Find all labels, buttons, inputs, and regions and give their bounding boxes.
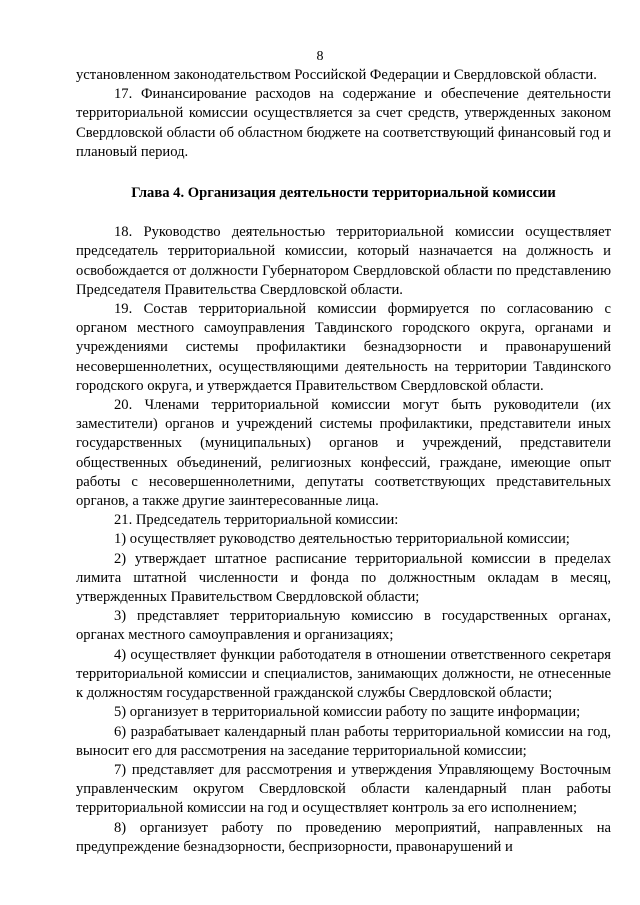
paragraph: 18. Руководство деятельностью территориальной комиссии осуществляет председатель территориальной комиссии, который назначается на должность и освобождается от должности Губернатором Свердловской области по представлению Председателя Правительства Свердловской области. [76,224,611,298]
list-item: 6) разрабатывает календарный план работы территориальной комиссии на год, выносит его для рассмотрения на заседание территориальной комиссии; [76,723,611,759]
page-number: 8 [316,49,324,64]
document-body [76,66,611,857]
paragraph: 21. Председатель территориальной комиссии: [114,512,399,529]
list-item: 8) организует работу по проведению мероприятий, направленных на предупреждение безнадзорности, беспризорности, правонарушений и [76,819,611,855]
paragraph: 19. Состав территориальной комиссии формируется по согласованию с органом местного самоуправления Тавдинского городского округа, органами и учреждениями системы профилактики безнадзорности и правонарушений несовершеннолетних, осуществляющими деятельность на территории Тавдинского городского округа, и утверждается Правительством Свердловской области. [76,301,611,394]
chapter-title: Глава 4. Организация деятельности территориальной комиссии [131,185,556,202]
list-item: 5) организует в территориальной комиссии работу по защите информации; [114,704,581,721]
paragraph: установленном законодательством Российской Федерации и Свердловской области. [76,67,597,83]
list-item: 2) утверждает штатное расписание территориальной комиссии в пределах лимита штатной численности и фонда по должностным окладам в месяц, утвержденных Правительством Свердловской области; [76,550,611,606]
paragraph: 20. Членами территориальной комиссии могут быть руководители (их заместители) органов и учреждений системы профилактики, представители иных государственных (муниципальных) органов и учреждений, представители общественных объединений, религиозных конфессий, граждане, имеющие опыт работы с несовершеннолетними, депутаты соответствующих представительных органов, а также другие заинтересованные лица. [76,397,611,510]
list-item: 3) представляет территориальную комиссию в государственных органах, органах местного самоуправления и организациях; [76,608,611,644]
paragraph: 17. Финансирование расходов на содержание и обеспечение деятельности территориальной комиссии осуществляется за счет средств, утвержденных законом Свердловской области об областном бюджете на соответствующий финансовый год и плановый период. [76,86,611,160]
list-item: 4) осуществляет функции работодателя в отношении ответственного секретаря территориальной комиссии и специалистов, занимающих должности, не отнесенные к должностям государственной гражданской службы Свердловской области; [76,646,611,702]
list-item: 1) осуществляет руководство деятельностью территориальной комиссии; [114,531,570,548]
list-item: 7) представляет для рассмотрения и утверждения Управляющему Восточным управленческим округом Свердловской области календарный план работы территориальной комиссии на год и осуществляет контроль за его исполнением; [76,761,611,817]
